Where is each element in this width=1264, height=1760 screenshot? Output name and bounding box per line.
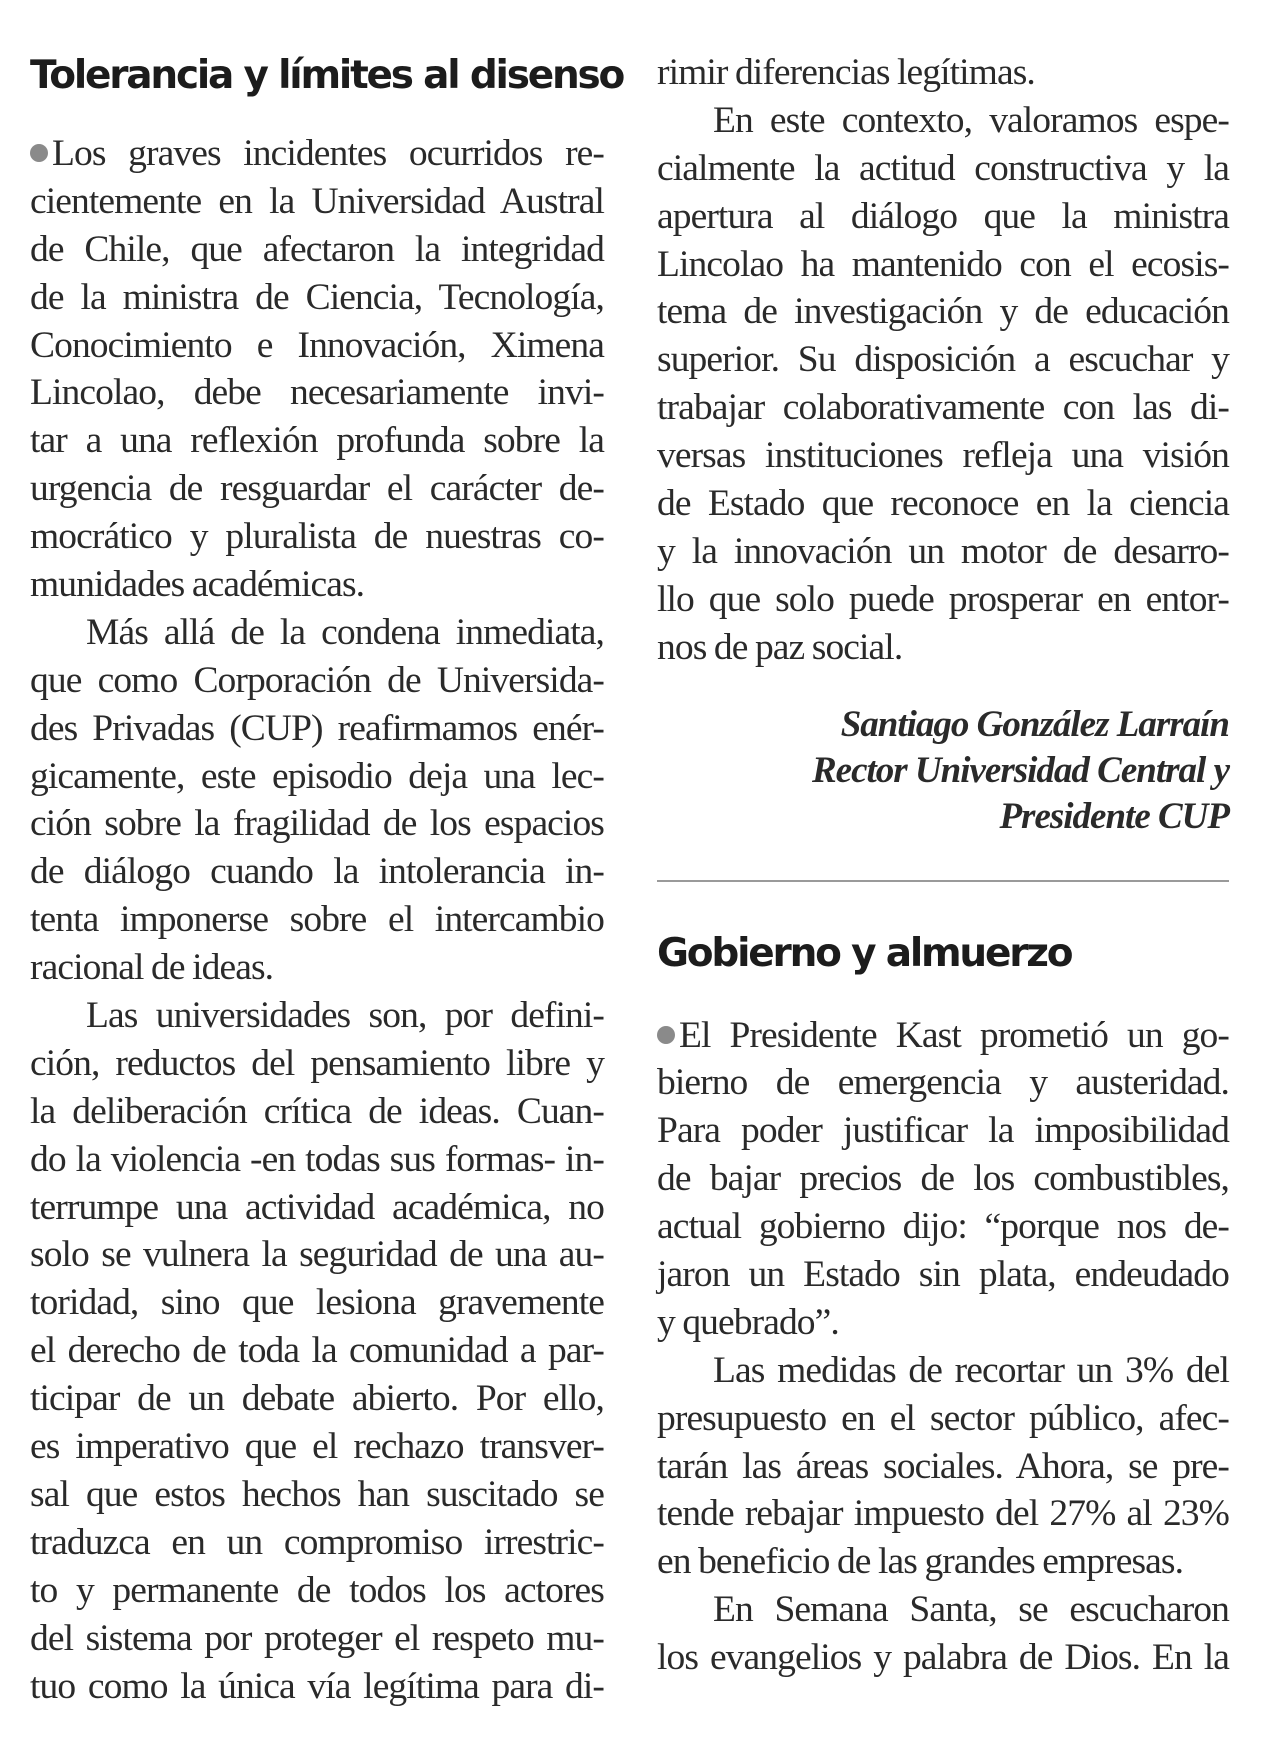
body-line: trabajar colaborativamente con las di- — [657, 387, 1229, 429]
body-line: tarán las áreas sociales. Ahora, se pre- — [657, 1445, 1229, 1487]
body-line: tende rebajar impuesto del 27% al 23% — [657, 1493, 1229, 1535]
body-line: Lincolao ha mantenido con el ecosis- — [657, 243, 1229, 285]
body-line: sal que estos hechos han suscitado se — [30, 1473, 604, 1515]
body-line: es imperativo que el rechazo transver- — [30, 1426, 604, 1468]
body-line: del sistema por proteger el respeto mu- — [30, 1617, 604, 1659]
bullet-icon — [30, 144, 48, 162]
body-line: el derecho de toda la comunidad a par- — [30, 1330, 604, 1372]
body-line: de Estado que reconoce en la ciencia — [657, 483, 1229, 525]
body-line: cialmente la actitud constructiva y la — [657, 147, 1229, 189]
body-line: llo que solo puede prosperar en entor- — [657, 578, 1229, 620]
bullet-icon — [657, 1026, 675, 1044]
letter-1-title: Tolerancia y límites al disenso — [30, 53, 624, 98]
body-line: des Privadas (CUP) reafirmamos enér- — [30, 707, 604, 749]
right-column — [657, 49, 1229, 1682]
body-line: tenta imponerse sobre el intercambio — [30, 899, 604, 941]
body-line: nos de paz social. — [657, 626, 903, 668]
body-line: Más allá de la condena inmediata, — [86, 611, 604, 653]
letter-2-body — [657, 1012, 1229, 1682]
body-line: ticipar de un debate abierto. Por ello, — [30, 1378, 604, 1420]
body-line: de Chile, que afectaron la integridad — [30, 228, 604, 270]
body-line: actual gobierno dijo: “porque nos de- — [657, 1206, 1229, 1248]
body-line: urgencia de resguardar el carácter de- — [30, 468, 604, 510]
body-line: de diálogo cuando la intolerancia in- — [30, 851, 604, 893]
body-line: superior. Su disposición a escuchar y — [657, 339, 1229, 381]
body-line: cientemente en la Universidad Austral — [30, 180, 604, 222]
body-line: Las universidades son, por defini- — [86, 995, 604, 1037]
body-line: munidades académicas. — [30, 564, 365, 606]
body-line: bierno de emergencia y austeridad. — [657, 1062, 1229, 1104]
body-line: En este contexto, valoramos espe- — [713, 99, 1229, 141]
body-line: traduzca en un compromiso irrestric- — [30, 1521, 604, 1563]
body-line: jaron un Estado sin plata, endeudado — [657, 1254, 1229, 1296]
letter-2-title: Gobierno y almuerzo — [657, 930, 1072, 976]
signature-title: Rector Universidad Central y — [811, 749, 1229, 791]
body-line: En Semana Santa, se escucharon — [713, 1589, 1229, 1631]
body-line: Conocimiento e Innovación, Ximena — [30, 324, 604, 366]
body-line: Lincolao, debe necesariamente invi- — [30, 372, 604, 414]
body-line: y la innovación un motor de desarro- — [657, 530, 1229, 572]
body-line: do la violencia -en todas sus formas- in- — [30, 1138, 604, 1180]
body-line: racional de ideas. — [30, 947, 274, 989]
body-line: terrumpe una actividad académica, no — [30, 1186, 604, 1228]
body-line: gicamente, este episodio deja una lec- — [30, 755, 604, 797]
body-line: apertura al diálogo que la ministra — [657, 195, 1229, 237]
left-column — [30, 40, 624, 1710]
body-line: versas instituciones refleja una visión — [657, 435, 1229, 477]
body-line: solo se vulnera la seguridad de una au- — [30, 1234, 604, 1276]
body-line: tar a una reflexión profunda sobre la — [30, 420, 604, 462]
body-line: rimir diferencias legítimas. — [657, 52, 1035, 93]
body-line: y quebrado”. — [657, 1301, 839, 1343]
section-divider — [657, 880, 1229, 882]
body-line: tuo como la única vía legítima para di- — [30, 1665, 604, 1707]
signature-title: Presidente CUP — [999, 795, 1229, 837]
body-line: en beneficio de las grandes empresas. — [657, 1541, 1184, 1583]
body-line: mocrático y pluralista de nuestras co- — [30, 516, 604, 558]
body-line: que como Corporación de Universida- — [30, 659, 604, 701]
letter-1-body-continued — [657, 49, 1229, 672]
body-line: toridad, sino que lesiona gravemente — [30, 1282, 604, 1324]
body-line: ción sobre la fragilidad de los espacios — [30, 803, 604, 845]
body-line: Las medidas de recortar un 3% del — [713, 1349, 1229, 1391]
body-line: la deliberación crítica de ideas. Cuan- — [30, 1090, 604, 1132]
body-line: presupuesto en el sector público, afec- — [657, 1397, 1229, 1439]
letter-1-body — [30, 130, 604, 1710]
body-line: tema de investigación y de educación — [657, 291, 1229, 333]
body-line: to y permanente de todos los actores — [30, 1569, 604, 1611]
signature-name: Santiago González Larraín — [840, 703, 1229, 745]
body-line: El Presidente Kast prometió un go- — [657, 1012, 1229, 1060]
body-line: de bajar precios de los combustibles, — [657, 1158, 1229, 1200]
letter-1-signature — [657, 702, 1229, 840]
body-line: los evangelios y palabra de Dios. En la — [657, 1637, 1229, 1679]
body-line: ción, reductos del pensamiento libre y — [30, 1042, 604, 1084]
body-line: Los graves incidentes ocurridos re- — [30, 130, 604, 178]
body-line: de la ministra de Ciencia, Tecnología, — [30, 276, 604, 318]
body-line: Para poder justificar la imposibilidad — [657, 1110, 1229, 1152]
